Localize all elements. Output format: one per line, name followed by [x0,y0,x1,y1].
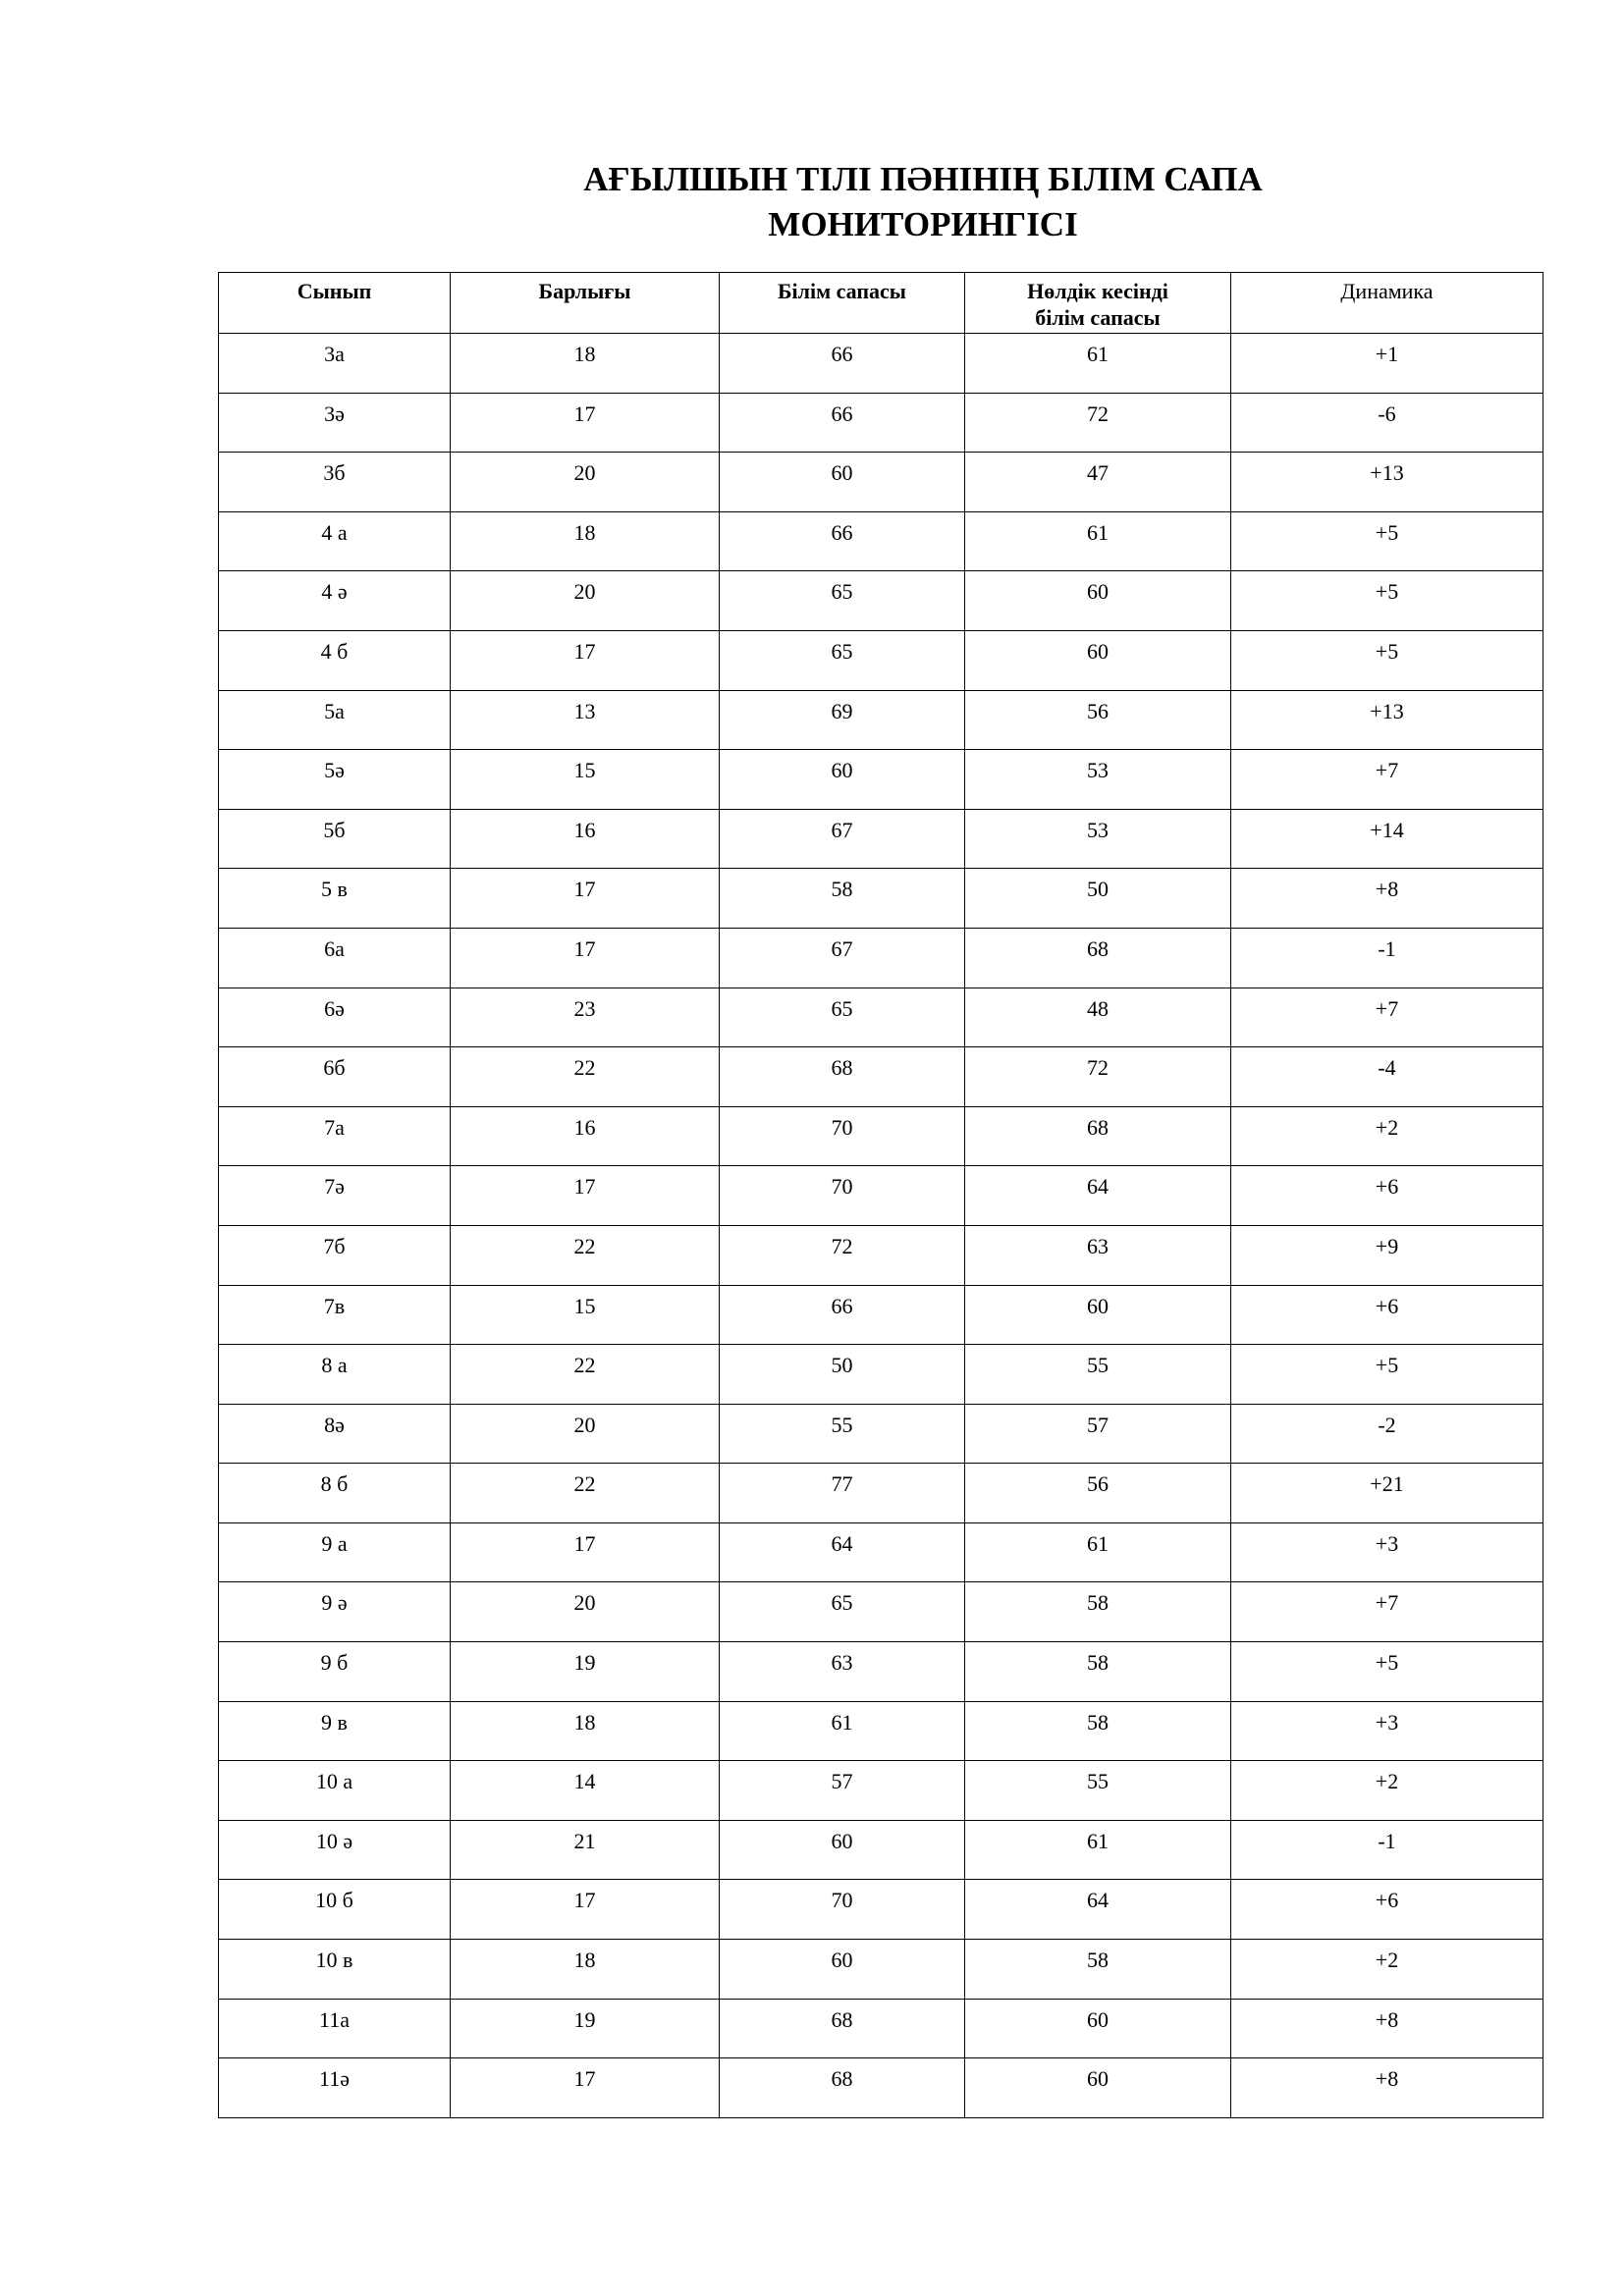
table-row [219,1940,1543,2000]
cell-total: 22 [451,1225,720,1285]
cell-total: 22 [451,1047,720,1107]
cell-dynamics: +6 [1231,1166,1543,1226]
cell-dynamics: +5 [1231,511,1543,571]
cell-total: 23 [451,988,720,1047]
cell-baseline-quality: 47 [965,453,1231,512]
cell-quality: 50 [720,1345,965,1405]
table-row [219,1582,1543,1642]
cell-dynamics: +7 [1231,1582,1543,1642]
cell-baseline-quality: 72 [965,393,1231,453]
cell-dynamics: +3 [1231,1522,1543,1582]
cell-baseline-quality: 60 [965,630,1231,690]
cell-class: 5 в [219,869,451,929]
cell-total: 17 [451,630,720,690]
table-row [219,571,1543,631]
cell-total: 19 [451,1999,720,2058]
cell-total: 18 [451,334,720,394]
cell-total: 20 [451,1582,720,1642]
cell-baseline-quality: 68 [965,1106,1231,1166]
cell-class: 3ә [219,393,451,453]
cell-dynamics: -1 [1231,1820,1543,1880]
cell-quality: 65 [720,1582,965,1642]
page-title [530,157,1316,247]
table-row [219,1285,1543,1345]
table-row [219,511,1543,571]
cell-class: 6б [219,1047,451,1107]
cell-class: 10 а [219,1761,451,1821]
cell-quality: 69 [720,690,965,750]
cell-dynamics: -1 [1231,928,1543,988]
cell-class: 4 б [219,630,451,690]
cell-baseline-quality: 50 [965,869,1231,929]
table-row [219,1225,1543,1285]
table-row [219,1820,1543,1880]
cell-total: 15 [451,1285,720,1345]
cell-baseline-quality: 60 [965,1999,1231,2058]
monitoring-table [218,272,1543,2118]
cell-quality: 61 [720,1701,965,1761]
cell-dynamics: +21 [1231,1464,1543,1523]
table-row [219,1047,1543,1107]
table-row [219,809,1543,869]
cell-quality: 72 [720,1225,965,1285]
table-row [219,1761,1543,1821]
cell-dynamics: +7 [1231,988,1543,1047]
cell-class: 6ә [219,988,451,1047]
cell-class: 9 а [219,1522,451,1582]
cell-quality: 66 [720,334,965,394]
cell-baseline-quality: 60 [965,571,1231,631]
cell-baseline-quality: 58 [965,1642,1231,1702]
cell-class: 5а [219,690,451,750]
cell-class: 3б [219,453,451,512]
table-row [219,1464,1543,1523]
cell-dynamics: +7 [1231,750,1543,810]
cell-total: 17 [451,928,720,988]
cell-quality: 55 [720,1404,965,1464]
cell-total: 18 [451,1701,720,1761]
cell-quality: 70 [720,1106,965,1166]
table-row [219,453,1543,512]
cell-class: 11а [219,1999,451,2058]
header-total: Барлығы [451,273,720,334]
cell-total: 17 [451,2058,720,2118]
cell-class: 8 б [219,1464,451,1523]
cell-class: 3а [219,334,451,394]
cell-baseline-quality: 56 [965,690,1231,750]
cell-class: 7в [219,1285,451,1345]
cell-baseline-quality: 60 [965,2058,1231,2118]
cell-quality: 66 [720,393,965,453]
cell-baseline-quality: 61 [965,511,1231,571]
table-body [219,334,1543,2118]
header-dynamics: Динамика [1231,273,1543,334]
table-row [219,393,1543,453]
cell-quality: 60 [720,453,965,512]
cell-baseline-quality: 61 [965,1820,1231,1880]
cell-baseline-quality: 61 [965,334,1231,394]
cell-dynamics: +13 [1231,453,1543,512]
table-row [219,1999,1543,2058]
table-row [219,1642,1543,1702]
page-title-line-1: АҒЫЛШЫН ТІЛІ ПӘНІНІҢ БІЛІМ САПА [583,160,1263,198]
table-row [219,1345,1543,1405]
cell-quality: 66 [720,1285,965,1345]
cell-class: 10 ә [219,1820,451,1880]
page-title-line-2: МОНИТОРИНГІСІ [768,205,1078,243]
table-row [219,750,1543,810]
cell-baseline-quality: 58 [965,1582,1231,1642]
cell-dynamics: +5 [1231,1642,1543,1702]
cell-quality: 60 [720,750,965,810]
cell-quality: 68 [720,1047,965,1107]
cell-dynamics: +9 [1231,1225,1543,1285]
cell-total: 17 [451,869,720,929]
cell-dynamics: -6 [1231,393,1543,453]
cell-dynamics: +5 [1231,1345,1543,1405]
table-row [219,1880,1543,1940]
cell-quality: 65 [720,571,965,631]
cell-class: 11ә [219,2058,451,2118]
cell-baseline-quality: 61 [965,1522,1231,1582]
cell-dynamics: +13 [1231,690,1543,750]
table-row [219,630,1543,690]
header-baseline-quality-text: Нөлдік кесінді білім сапасы [1027,279,1168,330]
cell-quality: 63 [720,1642,965,1702]
cell-quality: 68 [720,1999,965,2058]
cell-class: 9 ә [219,1582,451,1642]
cell-dynamics: +2 [1231,1761,1543,1821]
cell-quality: 60 [720,1820,965,1880]
cell-total: 19 [451,1642,720,1702]
table-row [219,2058,1543,2118]
cell-baseline-quality: 72 [965,1047,1231,1107]
cell-total: 15 [451,750,720,810]
cell-class: 7б [219,1225,451,1285]
cell-total: 18 [451,1940,720,2000]
cell-baseline-quality: 53 [965,750,1231,810]
cell-quality: 70 [720,1880,965,1940]
cell-total: 17 [451,1522,720,1582]
cell-dynamics: +8 [1231,1999,1543,2058]
header-class: Сынып [219,273,451,334]
cell-dynamics: +5 [1231,630,1543,690]
cell-quality: 67 [720,928,965,988]
cell-dynamics: -2 [1231,1404,1543,1464]
cell-quality: 66 [720,511,965,571]
cell-quality: 58 [720,869,965,929]
cell-quality: 60 [720,1940,965,2000]
table-row [219,1166,1543,1226]
table-row [219,988,1543,1047]
cell-baseline-quality: 64 [965,1166,1231,1226]
cell-total: 20 [451,453,720,512]
cell-dynamics: +14 [1231,809,1543,869]
table-row [219,1701,1543,1761]
cell-quality: 65 [720,630,965,690]
cell-total: 14 [451,1761,720,1821]
cell-dynamics: -4 [1231,1047,1543,1107]
cell-dynamics: +1 [1231,334,1543,394]
cell-dynamics: +5 [1231,571,1543,631]
cell-class: 4 а [219,511,451,571]
cell-class: 10 в [219,1940,451,2000]
cell-quality: 67 [720,809,965,869]
cell-baseline-quality: 58 [965,1940,1231,2000]
table-row [219,1404,1543,1464]
cell-total: 17 [451,1880,720,1940]
cell-class: 7а [219,1106,451,1166]
cell-baseline-quality: 56 [965,1464,1231,1523]
cell-class: 8ә [219,1404,451,1464]
cell-baseline-quality: 63 [965,1225,1231,1285]
cell-class: 8 а [219,1345,451,1405]
cell-baseline-quality: 48 [965,988,1231,1047]
table-row [219,869,1543,929]
cell-dynamics: +8 [1231,2058,1543,2118]
cell-quality: 77 [720,1464,965,1523]
cell-class: 9 в [219,1701,451,1761]
cell-baseline-quality: 57 [965,1404,1231,1464]
cell-quality: 64 [720,1522,965,1582]
cell-total: 22 [451,1464,720,1523]
cell-baseline-quality: 60 [965,1285,1231,1345]
cell-dynamics: +3 [1231,1701,1543,1761]
header-quality: Білім сапасы [720,273,965,334]
cell-total: 13 [451,690,720,750]
cell-total: 17 [451,393,720,453]
cell-class: 7ә [219,1166,451,1226]
cell-dynamics: +2 [1231,1106,1543,1166]
cell-total: 18 [451,511,720,571]
cell-total: 21 [451,1820,720,1880]
cell-class: 10 б [219,1880,451,1940]
cell-class: 9 б [219,1642,451,1702]
cell-baseline-quality: 53 [965,809,1231,869]
header-baseline-quality [965,273,1231,334]
cell-dynamics: +6 [1231,1880,1543,1940]
cell-quality: 65 [720,988,965,1047]
cell-dynamics: +8 [1231,869,1543,929]
cell-quality: 68 [720,2058,965,2118]
cell-class: 6а [219,928,451,988]
table-row [219,690,1543,750]
cell-baseline-quality: 55 [965,1345,1231,1405]
cell-baseline-quality: 68 [965,928,1231,988]
cell-quality: 70 [720,1166,965,1226]
cell-class: 5б [219,809,451,869]
table-row [219,928,1543,988]
cell-total: 17 [451,1166,720,1226]
table-header-row [219,273,1543,334]
cell-baseline-quality: 58 [965,1701,1231,1761]
cell-total: 20 [451,1404,720,1464]
cell-dynamics: +6 [1231,1285,1543,1345]
cell-total: 22 [451,1345,720,1405]
table-row [219,1106,1543,1166]
cell-baseline-quality: 64 [965,1880,1231,1940]
cell-total: 16 [451,1106,720,1166]
table-row [219,1522,1543,1582]
cell-class: 5ә [219,750,451,810]
cell-total: 16 [451,809,720,869]
cell-dynamics: +2 [1231,1940,1543,2000]
cell-baseline-quality: 55 [965,1761,1231,1821]
cell-total: 20 [451,571,720,631]
cell-class: 4 ә [219,571,451,631]
table-row [219,334,1543,394]
cell-quality: 57 [720,1761,965,1821]
